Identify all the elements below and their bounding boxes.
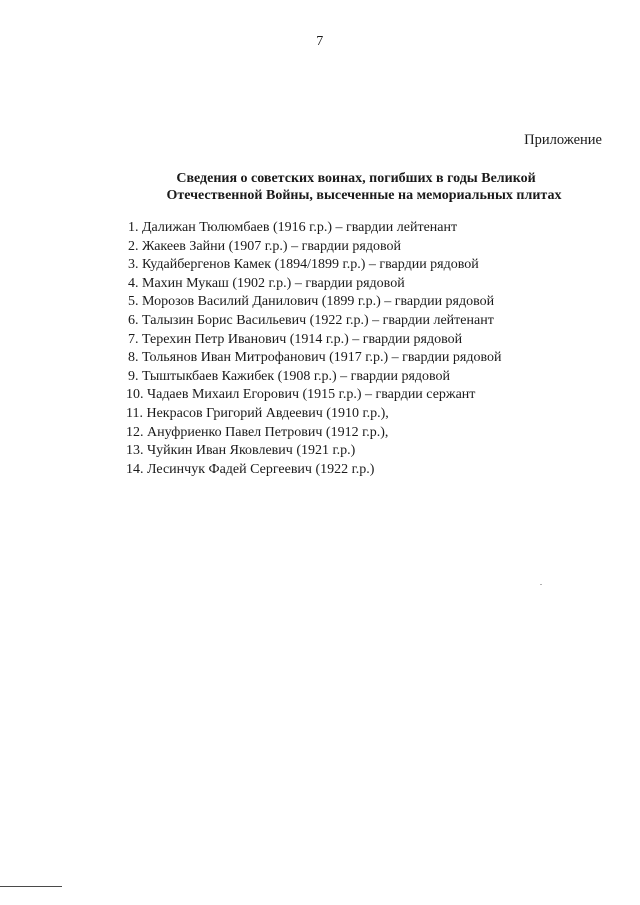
list-item: 11. Некрасов Григорий Авдеевич (1910 г.р.), xyxy=(126,405,389,421)
list-item: 13. Чуйкин Иван Яковлевич (1921 г.р.) xyxy=(126,443,356,459)
list-item: 4. Махин Мукаш (1902 г.р.) – гвардии рядовой xyxy=(128,275,405,291)
list-item: 8. Тольянов Иван Митрофанович (1917 г.р.) – гвардии рядовой xyxy=(128,350,502,366)
page-number: 7 xyxy=(316,34,324,49)
list-item: 9. Тыштыкбаев Кажибек (1908 г.р.) – гвардии рядовой xyxy=(128,368,451,384)
scan-speck xyxy=(540,584,542,585)
title-line: Отечественной Войны, высеченные на мемориальных плитах xyxy=(166,188,562,203)
list-item: 6. Талызин Борис Васильевич (1922 г.р.) – гвардии лейтенант xyxy=(128,312,494,328)
title-line: Сведения о советских воинах, погибших в годы Великой xyxy=(176,171,536,186)
list-item: 2. Жакеев Зайни (1907 г.р.) – гвардии рядовой xyxy=(128,238,401,254)
list-item: 1. Далижан Тюлюмбаев (1916 г.р.) – гвардии лейтенант xyxy=(128,220,458,235)
annex-label: Приложение xyxy=(524,132,602,148)
document-title xyxy=(0,170,640,204)
names-list xyxy=(128,219,501,479)
list-item: 5. Морозов Василий Данилович (1899 г.р.) – гвардии рядовой xyxy=(128,294,495,310)
list-item: 14. Лесинчук Фадей Сергеевич (1922 г.р.) xyxy=(126,461,375,477)
scan-edge-mark xyxy=(0,886,62,887)
list-item: 10. Чадаев Михаил Егорович (1915 г.р.) – гвардии сержант xyxy=(126,387,476,403)
list-item: 3. Кудайбергенов Камек (1894/1899 г.р.) – гвардии рядовой xyxy=(128,257,479,273)
list-item: 7. Терехин Петр Иванович (1914 г.р.) – гвардии рядовой xyxy=(128,331,463,347)
list-item: 12. Ануфриенко Павел Петрович (1912 г.р.), xyxy=(126,424,389,440)
